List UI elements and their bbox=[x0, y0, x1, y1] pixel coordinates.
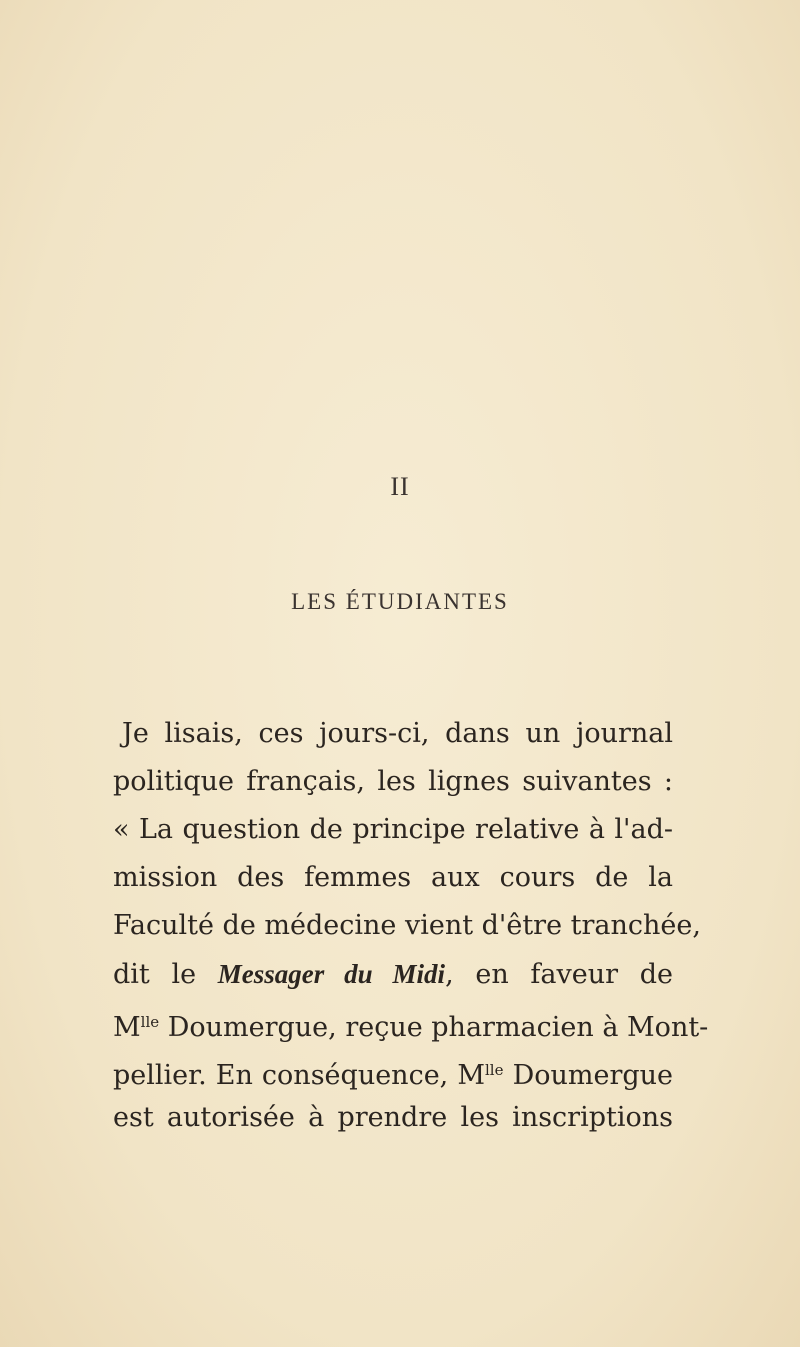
text-line-5: Faculté de médecine vient d'être tranchée, bbox=[113, 910, 701, 941]
text-line-3: « La question de principe relative à l'ad- bbox=[113, 814, 673, 845]
body-paragraph bbox=[113, 710, 709, 1142]
title-abbrev-sup: lle bbox=[140, 1013, 160, 1031]
text-line-7-m: M bbox=[113, 1012, 141, 1043]
text-line-7 bbox=[113, 998, 709, 1046]
text-line-2: politique français, les lignes suivantes : bbox=[113, 766, 673, 797]
text-line-8-pre: pellier. En conséquence, M bbox=[113, 1060, 485, 1091]
title-abbrev-sup: lle bbox=[485, 1061, 504, 1079]
text-line-7-rest: Doumergue, reçue pharmacien à Mont- bbox=[159, 1012, 709, 1043]
text-line-6-pre: dit le bbox=[113, 959, 197, 990]
text-line-1: Je lisais, ces jours-ci, dans un journal bbox=[122, 718, 673, 749]
text-line-9: est autorisée à prendre les inscriptions bbox=[113, 1102, 673, 1133]
text-line-6-post: , en faveur de bbox=[445, 959, 673, 990]
chapter-title: LES ÉTUDIANTES bbox=[291, 589, 509, 614]
text-line-6 bbox=[113, 950, 673, 998]
text-line-8 bbox=[113, 1046, 673, 1094]
chapter-number: II bbox=[390, 472, 410, 501]
newspaper-title: Messager du Midi bbox=[217, 959, 446, 989]
text-line-8-rest: Doumergue bbox=[503, 1060, 673, 1091]
text-line-4: mission des femmes aux cours de la bbox=[113, 862, 673, 893]
